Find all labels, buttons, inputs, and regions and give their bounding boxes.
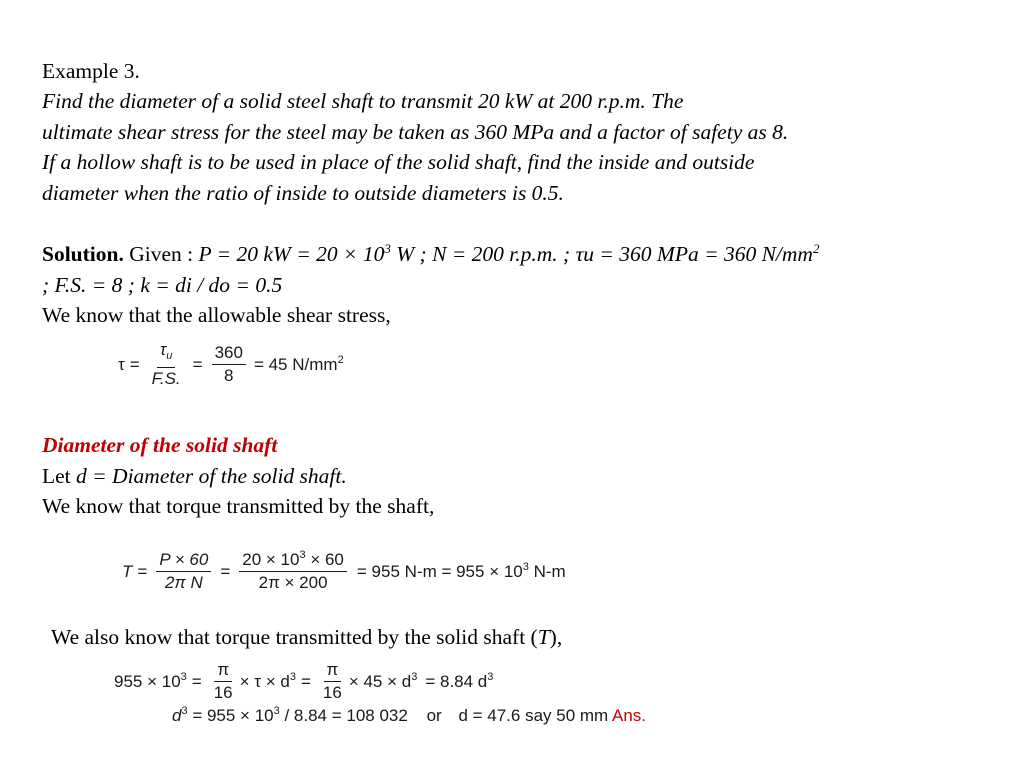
- solution-given-line: [42, 239, 819, 270]
- problem-line-4: diameter when the ratio of inside to outside diameters is 0.5.: [42, 181, 564, 205]
- given-line-2: ; F.S. = 8 ; k = di / do = 0.5: [42, 273, 283, 297]
- problem-line-1: Find the diameter of a solid steel shaft to transmit 20 kW at 200 r.p.m. The: [42, 89, 684, 113]
- problem-line-2: ultimate shear stress for the steel may be taken as 360 MPa and a factor of safety as 8.: [42, 120, 789, 144]
- equation-torque: T = $\frac{P \times 60}{\text{2π N}}$ = $\frac{20 \times 10^3 \times 60}{2\pi \times 200}$ = 955 $N-m = 955 \times 10^3$ N-m: [122, 550, 566, 592]
- given-values: P = 20 kW = $20 \times 10^3$ W ; N = 200 r.p.m. ; τu = 360 MPa = 360 $N/mm^2$: [198, 241, 820, 266]
- equation-diameter-result: $d^3 = 955 \times 10^3 / 8.84 = 108$ 032 or d = 47.6 say 50 mm Ans.: [172, 705, 647, 725]
- solid-torque-intro: We also know that torque transmitted by the solid shaft (T),: [51, 625, 563, 649]
- section-heading-solid-shaft: Diameter of the solid shaft: [42, 433, 278, 457]
- allowable-stress-intro: We know that the allowable shear stress,: [42, 303, 391, 327]
- problem-line-3: If a hollow shaft is to be used in place of the solid shaft, find the inside and outside: [42, 150, 755, 174]
- example-title: Example 3.: [42, 59, 140, 83]
- let-definition: Let d = Diameter of the solid shaft.: [42, 464, 347, 488]
- torque-intro: We know that torque transmitted by the shaft,: [42, 494, 435, 518]
- answer-label: Ans.: [612, 706, 647, 725]
- solution-label: Solution.: [42, 242, 124, 266]
- equation-shear-stress: τ = $\frac{\tau_u}{F.S.}$ = $\frac{360}{8}$ = 45 $N/mm^2$: [118, 340, 344, 388]
- given-prefix: Given :: [129, 242, 194, 266]
- equation-solid-torque: $955 \times 10^3$ = $\frac{\pi}{16}$ × $\tau \times d^3$ = $\frac{\pi}{16}$ × $45 \times d^3$ = 8.84 $d^3$: [114, 660, 494, 702]
